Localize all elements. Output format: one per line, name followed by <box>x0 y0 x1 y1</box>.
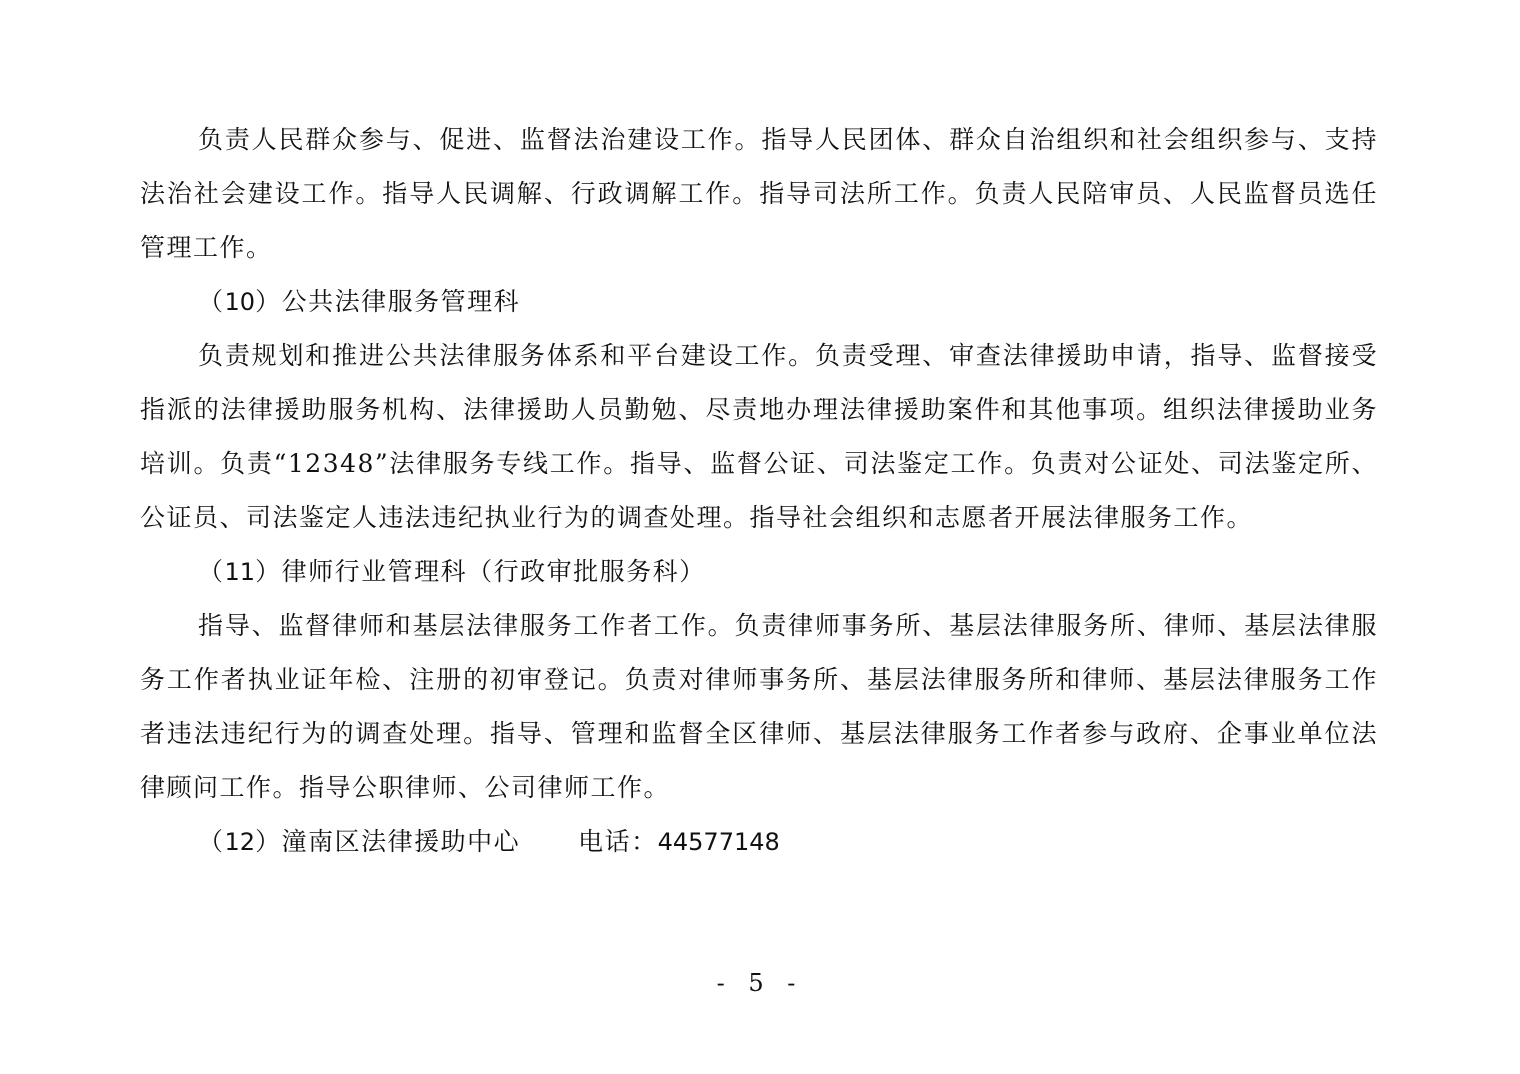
heading-11-open-paren: （ <box>198 557 225 586</box>
heading-12-title: 潼南区法律援助中心 <box>281 827 521 856</box>
phone-number: 44577148 <box>657 828 780 856</box>
paragraph-public-legal-services: 负责规划和推进公共法律服务体系和平台建设工作。负责受理、审查法律援助申请，指导、监督接受指派的法律援助服务机构、法律援助人员勤勉、尽责地办理法律援助案件和其他事项。组织法律援助业务培训。负责“12348”法律服务专线工作。指导、监督公证、司法鉴定工作。负责对公证处、司法鉴定所、公证员、司法鉴定人违法违纪执业行为的调查处理。指导社会组织和志愿者开展法律服务工作。 <box>140 341 1378 532</box>
heading-11-title: 律师行业管理科（行政审批服务科） <box>281 557 706 586</box>
heading-12-close-paren: ） <box>255 827 282 856</box>
heading-10-number: 10 <box>224 288 256 316</box>
section-heading-10 <box>140 275 1378 329</box>
heading-12-open-paren: （ <box>198 827 225 856</box>
heading-10-open-paren: （ <box>198 287 225 316</box>
heading-12-number: 12 <box>224 828 256 856</box>
heading-11-number: 11 <box>224 558 256 586</box>
heading-10-title: 公共法律服务管理科 <box>281 287 521 316</box>
page-number: - 5 - <box>716 969 804 997</box>
heading-10-close-paren: ） <box>255 287 282 316</box>
section-heading-12 <box>140 815 1378 869</box>
heading-11-close-paren: ） <box>255 557 282 586</box>
document-body <box>140 113 1378 869</box>
section-heading-11 <box>140 545 1378 599</box>
phone-label: 电话： <box>578 827 658 856</box>
paragraph-mass-participation: 负责人民群众参与、促进、监督法治建设工作。指导人民团体、群众自治组织和社会组织参与、支持法治社会建设工作。指导人民调解、行政调解工作。指导司法所工作。负责人民陪审员、人民监督员选任管理工作。 <box>140 125 1378 262</box>
paragraph-lawyer-management: 指导、监督律师和基层法律服务工作者工作。负责律师事务所、基层法律服务所、律师、基层法律服务工作者执业证年检、注册的初审登记。负责对律师事务所、基层法律服务所和律师、基层法律服务工作者违法违纪行为的调查处理。指导、管理和监督全区律师、基层法律服务工作者参与政府、企事业单位法律顾问工作。指导公职律师、公司律师工作。 <box>140 611 1378 802</box>
